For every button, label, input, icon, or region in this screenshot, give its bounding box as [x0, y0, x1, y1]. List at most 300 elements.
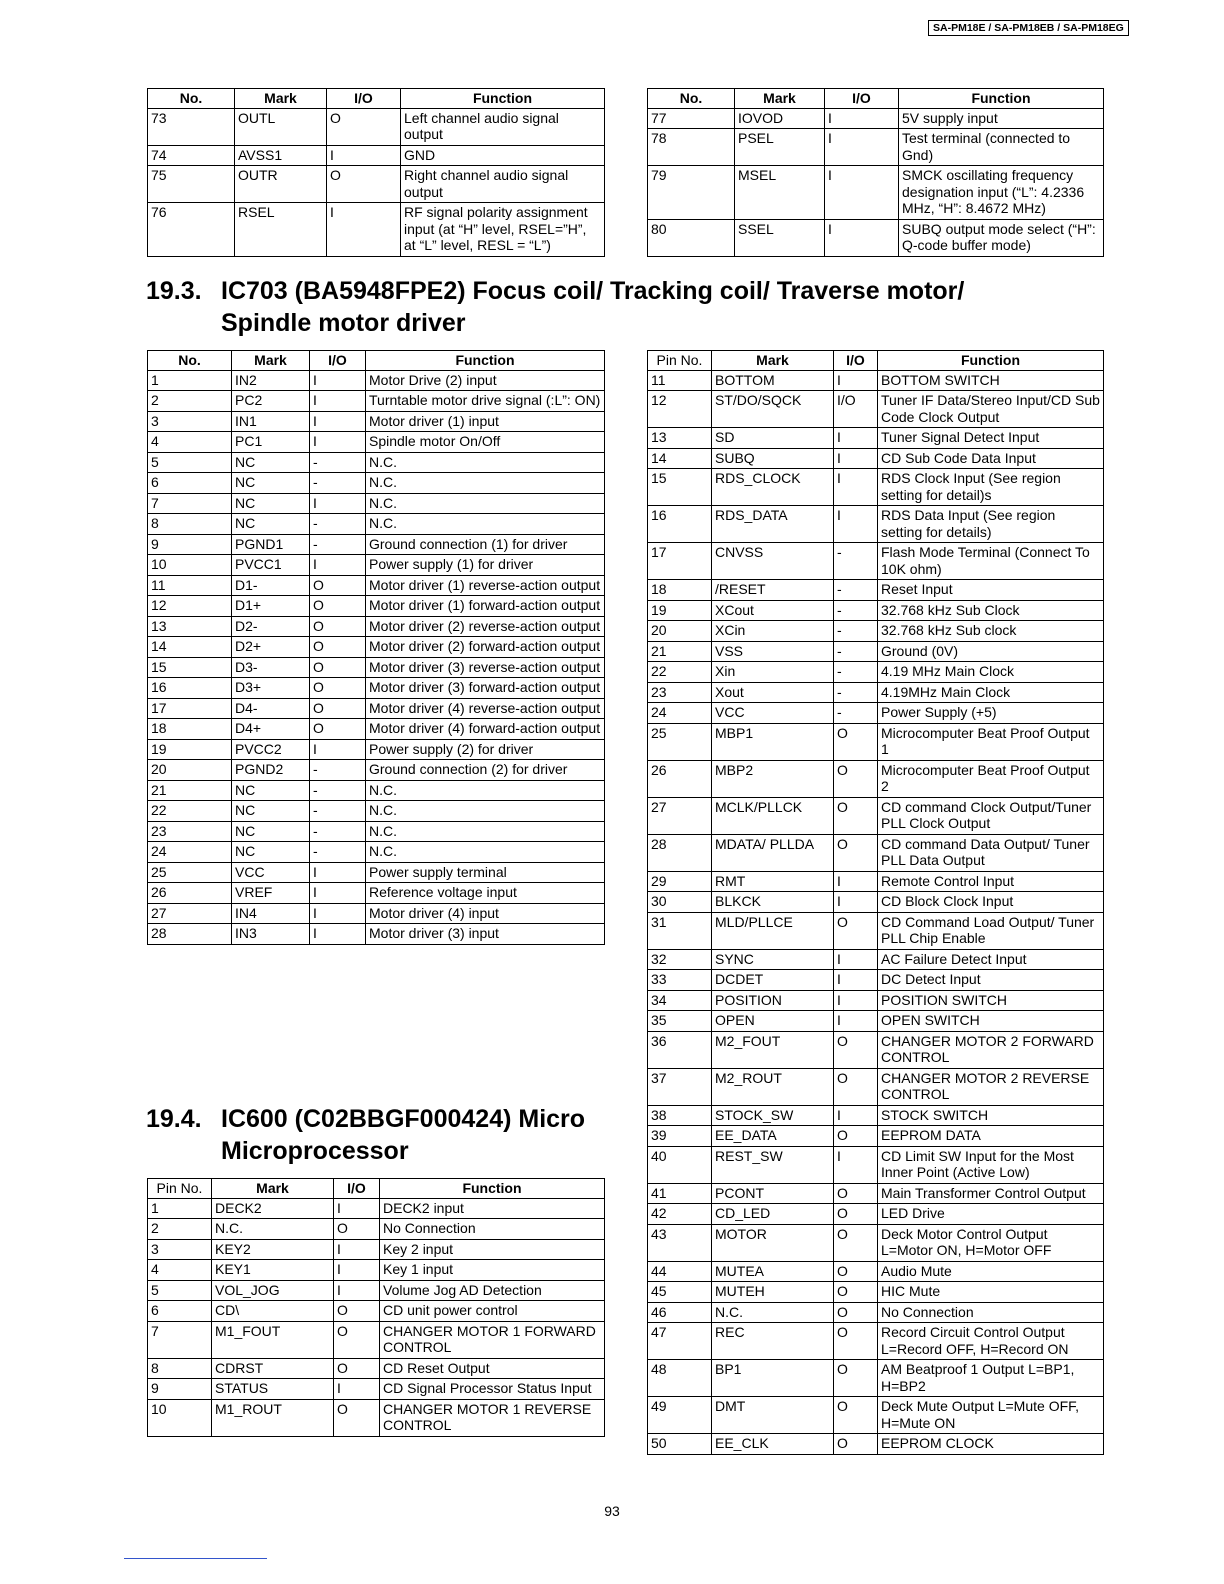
pin-function: RDS Data Input (See region setting for details): [878, 506, 1104, 543]
table-row: [648, 1360, 1104, 1397]
pin-mark: AVSS1: [235, 145, 327, 166]
pin-number: 9: [148, 1379, 212, 1400]
pin-mark: D1-: [232, 575, 310, 596]
section-19-3-title: [146, 275, 964, 339]
pin-number: 78: [648, 129, 735, 166]
pin-io: I: [834, 506, 878, 543]
pin-function: Key 2 input: [380, 1239, 605, 1260]
pin-mark: IN4: [232, 903, 310, 924]
table-row: [148, 1379, 605, 1400]
table-row: [148, 821, 605, 842]
pin-function: SUBQ output mode select (“H”: Q-code buffer mode): [899, 219, 1104, 256]
table-row: [648, 428, 1104, 449]
table-row: [648, 370, 1104, 391]
pin-function: Motor driver (4) reverse-action output: [366, 698, 605, 719]
pin-function: N.C.: [366, 514, 605, 535]
pin-io: O: [834, 1302, 878, 1323]
pin-number: 13: [648, 428, 712, 449]
table-header-row: [148, 351, 605, 371]
table-row: [648, 760, 1104, 797]
table-row: [148, 801, 605, 822]
table-row: [648, 1146, 1104, 1183]
table-row: [648, 662, 1104, 683]
pin-mark: SD: [712, 428, 834, 449]
pin-io: -: [834, 580, 878, 601]
pin-io: I: [310, 903, 366, 924]
pin-io: -: [834, 662, 878, 683]
pin-mark: NC: [232, 493, 310, 514]
pin-io: O: [834, 1068, 878, 1105]
pin-number: 5: [148, 1280, 212, 1301]
pin-function: Motor driver (1) reverse-action output: [366, 575, 605, 596]
pin-number: 8: [148, 514, 232, 535]
pin-mark: SUBQ: [712, 448, 834, 469]
function-header: Function: [380, 1179, 605, 1199]
pin-io: -: [834, 621, 878, 642]
pin-number: 30: [648, 892, 712, 913]
mark-header: Mark: [232, 351, 310, 371]
pin-mark: M1_ROUT: [212, 1399, 334, 1436]
pin-number: 79: [648, 166, 735, 220]
pin-io: O: [310, 678, 366, 699]
table-header-row: [648, 89, 1104, 109]
table-row: [148, 473, 605, 494]
pin-number: 17: [148, 698, 232, 719]
table-row: [148, 616, 605, 637]
pin-function: N.C.: [366, 842, 605, 863]
pin-io: O: [834, 1434, 878, 1455]
pin-mark: MBP1: [712, 723, 834, 760]
pin-function: CHANGER MOTOR 1 FORWARD CONTROL: [380, 1321, 605, 1358]
pin-function: CD unit power control: [380, 1301, 605, 1322]
pin-io: -: [834, 682, 878, 703]
pin-function: Microcomputer Beat Proof Output 2: [878, 760, 1104, 797]
pin-mark: EE_CLK: [712, 1434, 834, 1455]
pin-number: 23: [148, 821, 232, 842]
pin-mark: IN2: [232, 370, 310, 391]
pin-io: O: [327, 108, 401, 145]
pin-number: 43: [648, 1224, 712, 1261]
pin-function: Power Supply (+5): [878, 703, 1104, 724]
pin-mark: PVCC2: [232, 739, 310, 760]
pin-io: I: [825, 108, 899, 129]
pin-number: 4: [148, 1260, 212, 1281]
pin-io: I: [834, 428, 878, 449]
pin-mark: VSS: [712, 641, 834, 662]
table-row: [648, 641, 1104, 662]
table-row: [648, 682, 1104, 703]
pin-function: Test terminal (connected to Gnd): [899, 129, 1104, 166]
table-row: [648, 703, 1104, 724]
table-row: [648, 1204, 1104, 1225]
mark-header: Mark: [712, 351, 834, 371]
pin-number: 29: [648, 871, 712, 892]
pin-mark: SYNC: [712, 949, 834, 970]
pin-number-header: No.: [148, 351, 232, 371]
pin-io: O: [834, 1261, 878, 1282]
pin-mark: XCin: [712, 621, 834, 642]
pin-mark: XCout: [712, 600, 834, 621]
table-row: [148, 924, 605, 945]
pin-function: Tuner Signal Detect Input: [878, 428, 1104, 449]
pin-io: I: [310, 391, 366, 412]
table-row: [148, 862, 605, 883]
section-number: 19.3.: [146, 277, 202, 305]
pin-mark: D3-: [232, 657, 310, 678]
table-row: [148, 432, 605, 453]
table-header-row: [648, 351, 1104, 371]
pin-number: 6: [148, 1301, 212, 1322]
table-row: [148, 698, 605, 719]
pin-io: O: [834, 1224, 878, 1261]
pin-io: O: [327, 166, 401, 203]
pin-io: I: [327, 203, 401, 257]
pin-function: Motor driver (3) forward-action output: [366, 678, 605, 699]
pin-mark: RDS_CLOCK: [712, 469, 834, 506]
pin-function: Ground connection (2) for driver: [366, 760, 605, 781]
pin-mark: ST/DO/SQCK: [712, 391, 834, 428]
pin-io: -: [310, 821, 366, 842]
ic600-pin-table-right: [647, 350, 1104, 1455]
pin-mark: IOVOD: [735, 108, 825, 129]
pin-function: N.C.: [366, 780, 605, 801]
pin-mark: PGND1: [232, 534, 310, 555]
pin-mark: EE_DATA: [712, 1126, 834, 1147]
pin-function: CD command Data Output/ Tuner PLL Data Output: [878, 834, 1104, 871]
pin-number: 14: [648, 448, 712, 469]
pin-number: 10: [148, 1399, 212, 1436]
pin-function: Motor driver (4) forward-action output: [366, 719, 605, 740]
pin-function: 32.768 kHz Sub Clock: [878, 600, 1104, 621]
pin-io: I: [834, 970, 878, 991]
pin-io: I: [310, 493, 366, 514]
pin-number: 24: [648, 703, 712, 724]
pin-io: -: [310, 842, 366, 863]
pin-number: 21: [648, 641, 712, 662]
pin-io: O: [834, 1397, 878, 1434]
pin-mark: M2_ROUT: [712, 1068, 834, 1105]
pin-number: 20: [148, 760, 232, 781]
pin-number: 27: [648, 797, 712, 834]
pin-mark: NC: [232, 780, 310, 801]
pin-number: 16: [648, 506, 712, 543]
pin-io: I: [834, 1105, 878, 1126]
pin-number: 23: [648, 682, 712, 703]
table-row: [648, 1434, 1104, 1455]
pin-number: 4: [148, 432, 232, 453]
pin-number: 33: [648, 970, 712, 991]
pin-function: Spindle motor On/Off: [366, 432, 605, 453]
pin-function: LED Drive: [878, 1204, 1104, 1225]
pin-mark: M1_FOUT: [212, 1321, 334, 1358]
pin-io: O: [834, 1360, 878, 1397]
pin-function: Deck Motor Control Output L=Motor ON, H=Motor OFF: [878, 1224, 1104, 1261]
pin-function: No Connection: [380, 1219, 605, 1240]
pin-mark: /RESET: [712, 580, 834, 601]
pin-io: O: [834, 723, 878, 760]
table-row: [648, 1323, 1104, 1360]
pin-mark: PCONT: [712, 1183, 834, 1204]
table-row: [648, 1126, 1104, 1147]
pin-mark: STATUS: [212, 1379, 334, 1400]
pin-function: Volume Jog AD Detection: [380, 1280, 605, 1301]
io-header: I/O: [334, 1179, 380, 1199]
table-row: [648, 912, 1104, 949]
pin-number: 20: [648, 621, 712, 642]
pin-io: -: [834, 600, 878, 621]
pin-number: 75: [148, 166, 235, 203]
pin-mark: REC: [712, 1323, 834, 1360]
function-header: Function: [401, 89, 605, 109]
pin-mark: NC: [232, 801, 310, 822]
pin-mark: VOL_JOG: [212, 1280, 334, 1301]
pin-number: 80: [648, 219, 735, 256]
pin-mark: KEY1: [212, 1260, 334, 1281]
io-header: I/O: [825, 89, 899, 109]
pin-function: Motor Drive (2) input: [366, 370, 605, 391]
table-row: [148, 596, 605, 617]
model-header: SA-PM18E / SA-PM18EB / SA-PM18EG: [928, 20, 1129, 36]
pin-function: Main Transformer Control Output: [878, 1183, 1104, 1204]
pin-function: POSITION SWITCH: [878, 990, 1104, 1011]
pin-function: Microcomputer Beat Proof Output 1: [878, 723, 1104, 760]
pin-number: 15: [148, 657, 232, 678]
table-row: [148, 842, 605, 863]
pin-function: Ground (0V): [878, 641, 1104, 662]
pin-mark: MUTEH: [712, 1282, 834, 1303]
table-row: [148, 203, 605, 257]
pin-function: Ground connection (1) for driver: [366, 534, 605, 555]
table-row: [648, 219, 1104, 256]
pin-mark: D4+: [232, 719, 310, 740]
table-row: [648, 990, 1104, 1011]
pin-number: 35: [648, 1011, 712, 1032]
pin-number: 18: [648, 580, 712, 601]
pin-function: 32.768 kHz Sub clock: [878, 621, 1104, 642]
pin-function: CHANGER MOTOR 2 REVERSE CONTROL: [878, 1068, 1104, 1105]
pin-number: 48: [648, 1360, 712, 1397]
pin-io: I: [310, 555, 366, 576]
pin-mark: SSEL: [735, 219, 825, 256]
pin-number: 1: [148, 370, 232, 391]
pin-io: -: [310, 760, 366, 781]
table-row: [148, 1358, 605, 1379]
table-row: [148, 657, 605, 678]
pin-number: 28: [148, 924, 232, 945]
table-row: [648, 600, 1104, 621]
pin-function: Deck Mute Output L=Mute OFF, H=Mute ON: [878, 1397, 1104, 1434]
table-row: [648, 1282, 1104, 1303]
pin-mark: DECK2: [212, 1198, 334, 1219]
pin-function: EEPROM CLOCK: [878, 1434, 1104, 1455]
pin-io: O: [310, 616, 366, 637]
pin-io: I: [327, 145, 401, 166]
table-row: [148, 166, 605, 203]
pin-number: 22: [648, 662, 712, 683]
pin-io: O: [834, 1126, 878, 1147]
pin-io: -: [310, 452, 366, 473]
pin-io: O: [834, 760, 878, 797]
pin-number: 39: [648, 1126, 712, 1147]
pin-mark: PSEL: [735, 129, 825, 166]
section-title-line2: Microprocessor: [221, 1137, 409, 1165]
pin-mark: OPEN: [712, 1011, 834, 1032]
pin-io: I/O: [834, 391, 878, 428]
table-row: [148, 903, 605, 924]
mark-header: Mark: [235, 89, 327, 109]
pin-mark: D2-: [232, 616, 310, 637]
pin-io: O: [334, 1219, 380, 1240]
pin-function: SMCK oscillating frequency designation input (“L”: 4.2336 MHz, “H”: 8.4672 MHz): [899, 166, 1104, 220]
pin-io: I: [825, 166, 899, 220]
table-row: [148, 108, 605, 145]
pin-number: 14: [148, 637, 232, 658]
table-row: [148, 883, 605, 904]
table-row: [648, 108, 1104, 129]
table-row: [148, 780, 605, 801]
pin-io: -: [310, 801, 366, 822]
pin-number: 2: [148, 1219, 212, 1240]
pin-function: N.C.: [366, 801, 605, 822]
pin-mark: Xin: [712, 662, 834, 683]
pin-number: 25: [148, 862, 232, 883]
pin-io: O: [334, 1301, 380, 1322]
pin-io: O: [834, 1204, 878, 1225]
pin-function: STOCK SWITCH: [878, 1105, 1104, 1126]
function-header: Function: [878, 351, 1104, 371]
pin-io: I: [834, 469, 878, 506]
pin-number: 3: [148, 411, 232, 432]
pin-number: 74: [148, 145, 235, 166]
pin-mark: VCC: [712, 703, 834, 724]
pin-number: 3: [148, 1239, 212, 1260]
pin-mark: STOCK_SW: [712, 1105, 834, 1126]
pin-io: -: [310, 534, 366, 555]
pin-number: 7: [148, 1321, 212, 1358]
pin-io: -: [834, 543, 878, 580]
table-row: [148, 1280, 605, 1301]
pin-number: 25: [648, 723, 712, 760]
pin-io: O: [834, 912, 878, 949]
pin-function: Motor driver (1) input: [366, 411, 605, 432]
table-row: [648, 1031, 1104, 1068]
pin-io: O: [834, 1031, 878, 1068]
pin-function: CD Limit SW Input for the Most Inner Point (Active Low): [878, 1146, 1104, 1183]
page-number: 93: [604, 1503, 620, 1519]
pin-mark: NC: [232, 842, 310, 863]
table-row: [148, 493, 605, 514]
pin-io: I: [834, 370, 878, 391]
pin-number: 19: [648, 600, 712, 621]
pin-mark: D1+: [232, 596, 310, 617]
pin-mark: OUTL: [235, 108, 327, 145]
pin-function: N.C.: [366, 452, 605, 473]
pin-function: 4.19MHz Main Clock: [878, 682, 1104, 703]
pin-mark: RMT: [712, 871, 834, 892]
pin-mark: N.C.: [212, 1219, 334, 1240]
pin-function: Record Circuit Control Output L=Record OFF, H=Record ON: [878, 1323, 1104, 1360]
ic702-pin-table-left: [147, 88, 605, 257]
pin-number: 11: [648, 370, 712, 391]
pin-function: Tuner IF Data/Stereo Input/CD Sub Code Clock Output: [878, 391, 1104, 428]
pin-io: O: [834, 1282, 878, 1303]
pin-io: O: [834, 797, 878, 834]
table-row: [148, 637, 605, 658]
pin-mark: DMT: [712, 1397, 834, 1434]
pin-mark: BOTTOM: [712, 370, 834, 391]
table-row: [648, 1105, 1104, 1126]
pin-mark: VCC: [232, 862, 310, 883]
table-row: [148, 575, 605, 596]
table-row: [148, 534, 605, 555]
pin-number: 21: [148, 780, 232, 801]
pin-number: 2: [148, 391, 232, 412]
table-row: [148, 514, 605, 535]
pin-function: CD Command Load Output/ Tuner PLL Chip Enable: [878, 912, 1104, 949]
pin-function: Power supply terminal: [366, 862, 605, 883]
pin-function: Flash Mode Terminal (Connect To 10K ohm): [878, 543, 1104, 580]
table-row: [148, 1198, 605, 1219]
pin-mark: CNVSS: [712, 543, 834, 580]
pin-function: No Connection: [878, 1302, 1104, 1323]
pin-mark: KEY2: [212, 1239, 334, 1260]
table-header-row: [148, 1179, 605, 1199]
pin-function: CD Block Clock Input: [878, 892, 1104, 913]
pin-io: I: [310, 370, 366, 391]
pin-function: N.C.: [366, 493, 605, 514]
pin-number: 7: [148, 493, 232, 514]
pin-mark: M2_FOUT: [712, 1031, 834, 1068]
table-row: [648, 1302, 1104, 1323]
pin-mark: RDS_DATA: [712, 506, 834, 543]
pin-function: N.C.: [366, 821, 605, 842]
pin-number: 15: [648, 469, 712, 506]
pin-number: 26: [148, 883, 232, 904]
pin-function: CD command Clock Output/Tuner PLL Clock Output: [878, 797, 1104, 834]
table-row: [648, 506, 1104, 543]
pin-mark: MDATA/ PLLDA: [712, 834, 834, 871]
table-row: [648, 871, 1104, 892]
pin-number: 10: [148, 555, 232, 576]
pin-mark: NC: [232, 452, 310, 473]
table-header-row: [148, 89, 605, 109]
pin-io: -: [310, 780, 366, 801]
pin-function: CHANGER MOTOR 1 REVERSE CONTROL: [380, 1399, 605, 1436]
pin-number: 18: [148, 719, 232, 740]
section-title-line1: IC703 (BA5948FPE2) Focus coil/ Tracking coil/ Traverse motor/: [221, 277, 965, 305]
table-row: [148, 760, 605, 781]
pin-function: GND: [401, 145, 605, 166]
pin-mark: BP1: [712, 1360, 834, 1397]
pin-number: 37: [648, 1068, 712, 1105]
pin-function: Audio Mute: [878, 1261, 1104, 1282]
pin-mark: PC1: [232, 432, 310, 453]
table-row: [148, 1399, 605, 1436]
table-row: [648, 129, 1104, 166]
pin-mark: D3+: [232, 678, 310, 699]
pin-mark: OUTR: [235, 166, 327, 203]
pin-io: I: [334, 1239, 380, 1260]
pin-mark: MCLK/PLLCK: [712, 797, 834, 834]
pin-number: 16: [148, 678, 232, 699]
section-title-line1: IC600 (C02BBGF000424) Micro: [221, 1105, 586, 1133]
table-row: [648, 970, 1104, 991]
table-row: [148, 145, 605, 166]
pin-number-header: Pin No.: [148, 1179, 212, 1199]
table-row: [648, 391, 1104, 428]
pin-io: -: [310, 514, 366, 535]
pin-number: 73: [148, 108, 235, 145]
